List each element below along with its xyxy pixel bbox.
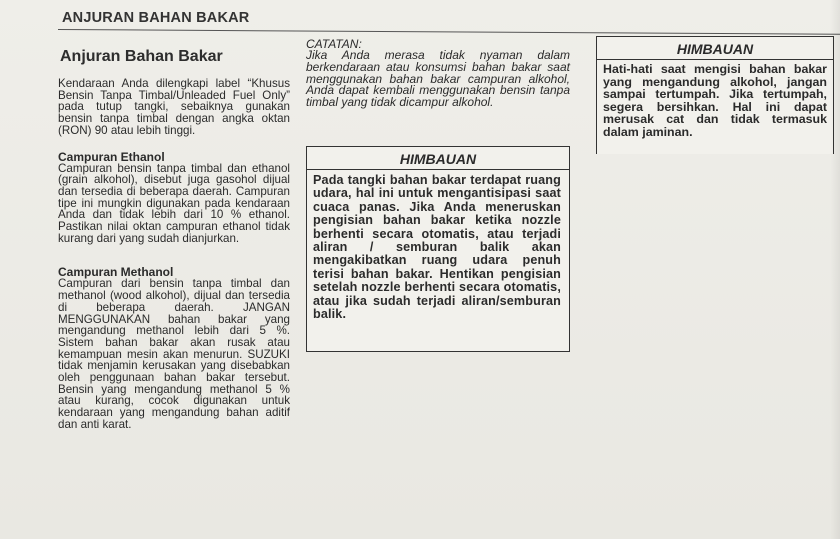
methanol-paragraph: Campuran dari bensin tanpa timbal dan methanol (wood alkohol), dijual dan tersedia di beberapa daerah. JANGAN MENGGUNAKAN bahan bakar yang mengandung methanol lebih dari 5 %. Sistem bahan bakar akan rusak atau kemampuan mesin akan menurun. SUZUKI tidak menjamin kerusakan yang disebabkan oleh penggunaan bahan bakar tersebut. Bensin yang mengandung methanol 5 % atau kurang, cocok digunakan untuk kendaraan yang mengandung bahan aditif dan anti karat. xyxy=(58,277,290,431)
page-header-title: ANJURAN BAHAN BAKAR xyxy=(62,10,250,26)
left-column xyxy=(58,48,290,431)
ethanol-heading: Campuran Ethanol xyxy=(58,149,165,164)
warning-text: Pada tangki bahan bakar terdapat ruang udara, hal ini untuk mengantisipasi saat cuaca panas. Jika Anda meneruskan pengisian bahan bakar ketika nozzle berhenti secara otomatis, atau terjadi aliran / semburan balik akan mengakibatkan ruang udara penuh terisi bahan bakar. Hentikan pengisian setelah nozzle berhenti secara otomatis, atau jika sudah terjadi aliran/semburan balik. xyxy=(313,173,561,322)
note-label: CATATAN: xyxy=(306,37,362,51)
warning-box-fuel-tank xyxy=(306,146,570,352)
ethanol-paragraph: Campuran bensin tanpa timbal dan ethanol (grain alkohol), disebut juga gasohol dijual dan tersedia di beberapa daerah. Campuran tipe ini mungkin digunakan pada kendaraan Anda dan tidak lebih dari 10 % ethanol. Pastikan nilai oktan campuran ethanol tidak kurang dari yang sudah dianjurkan. xyxy=(58,161,290,245)
warning-title: HIMBAUAN xyxy=(307,147,569,170)
warning-title: HIMBAUAN xyxy=(597,37,833,60)
methanol-heading: Campuran Methanol xyxy=(58,265,174,280)
warning-text: Hati-hati saat mengisi bahan bakar yang mengandung alkohol, jangan sampai tertumpah. Jika tertumpah, segera bersihkan. Hal ini dapat merusak cat dan tidak termasuk dalam jaminan. xyxy=(603,62,827,139)
middle-column xyxy=(306,38,570,109)
note-paragraph: Jika Anda merasa tidak nyaman dalam berkendaraan atau konsumsi bahan bakar saat menggunakan bahan bakar campuran alkohol, Anda dapat kembali menggunakan bensin tanpa timbal yang tidak dicampur alkohol. xyxy=(306,48,570,110)
section-title: Anjuran Bahan Bakar xyxy=(60,48,223,65)
warning-box-alcohol xyxy=(596,36,834,154)
page-edge-shadow xyxy=(830,0,840,539)
header-divider xyxy=(58,29,840,35)
intro-paragraph: Kendaraan Anda dilengkapi label “Khusus Bensin Tanpa Timbal/Unleaded Fuel Only” pada tutup tangki, sebaiknya gunakan bensin tanpa timbal dengan angka oktan (RON) 90 atau lebih tinggi. xyxy=(58,77,290,137)
